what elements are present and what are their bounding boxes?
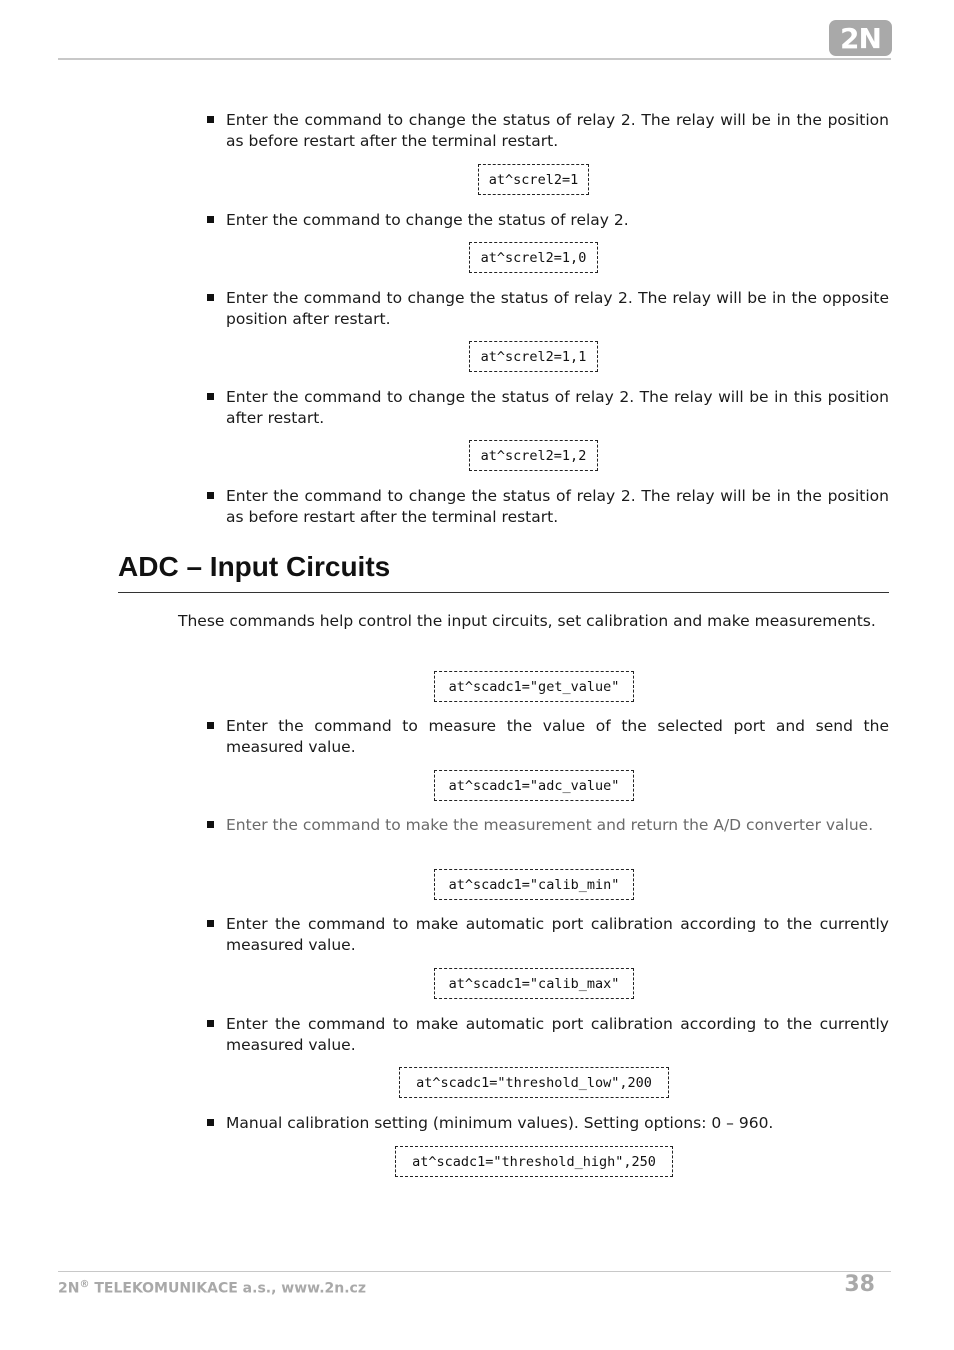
footer-brand: 2N [58,1280,80,1297]
bullet-square-icon [207,116,214,123]
section-intro: These commands help control the input circuits, set calibration and make measurements. [178,612,876,630]
page-number: 38 [844,1272,875,1297]
list-item [207,815,889,836]
code-box: at^screl2=1,2 [469,440,598,471]
list-item-text: Enter the command to make automatic port calibration according to the currently measured value. [226,1015,889,1054]
bullet-square-icon [207,294,214,301]
bullet-square-icon [207,1020,214,1027]
list-item-text: Enter the command to change the status of relay 2. The relay will be in the position as before restart after the terminal restart. [226,111,889,150]
footer-company-text: TELEKOMUNIKACE a.s., www.2n.cz [89,1280,366,1297]
list-item [207,1014,889,1056]
list-item [207,1113,889,1134]
list-item [207,716,889,758]
code-box: at^scadc1="get_value" [434,671,634,702]
list-item-text: Enter the command to change the status of relay 2. The relay will be in the opposite position after restart. [226,289,889,328]
heading-divider [118,592,889,593]
code-box: at^scadc1="calib_max" [434,968,634,999]
registered-mark: ® [79,1279,90,1290]
bullet-square-icon [207,1119,214,1126]
list-item-text: Enter the command to change the status of relay 2. The relay will be in this position after restart. [226,388,889,427]
list-item [207,486,889,528]
bullet-square-icon [207,722,214,729]
code-box: at^screl2=1,1 [469,341,598,372]
bullet-square-icon [207,920,214,927]
list-item-text: Enter the command to make the measurement and return the A/D converter value. [226,816,874,834]
section-heading: ADC – Input Circuits [118,551,391,582]
code-box: at^scadc1="threshold_low",200 [399,1067,669,1098]
list-item-text: Manual calibration setting (minimum values). Setting options: 0 – 960. [226,1114,774,1132]
bullet-square-icon [207,393,214,400]
code-box: at^screl2=1,0 [469,242,598,273]
list-item [207,914,889,956]
list-item [207,288,889,330]
footer-company [58,1279,366,1297]
list-item [207,210,889,231]
header-divider [58,58,891,60]
list-item-text: Enter the command to change the status of relay 2. The relay will be in the position as before restart after the terminal restart. [226,487,889,526]
list-item [207,110,889,152]
code-box: at^scadc1="calib_min" [434,869,634,900]
bullet-square-icon [207,821,214,828]
bullet-square-icon [207,492,214,499]
list-item-text: Enter the command to make automatic port calibration according to the currently measured value. [226,915,889,954]
brand-logo: 2N [829,20,892,56]
list-item-text: Enter the command to measure the value of the selected port and send the measured value. [226,717,889,756]
code-box: at^scadc1="threshold_high",250 [395,1146,673,1177]
footer-divider [58,1271,891,1272]
bullet-square-icon [207,216,214,223]
code-box: at^scadc1="adc_value" [434,770,634,801]
list-item-text: Enter the command to change the status of relay 2. [226,211,629,229]
code-box: at^screl2=1 [478,164,589,195]
list-item [207,387,889,429]
